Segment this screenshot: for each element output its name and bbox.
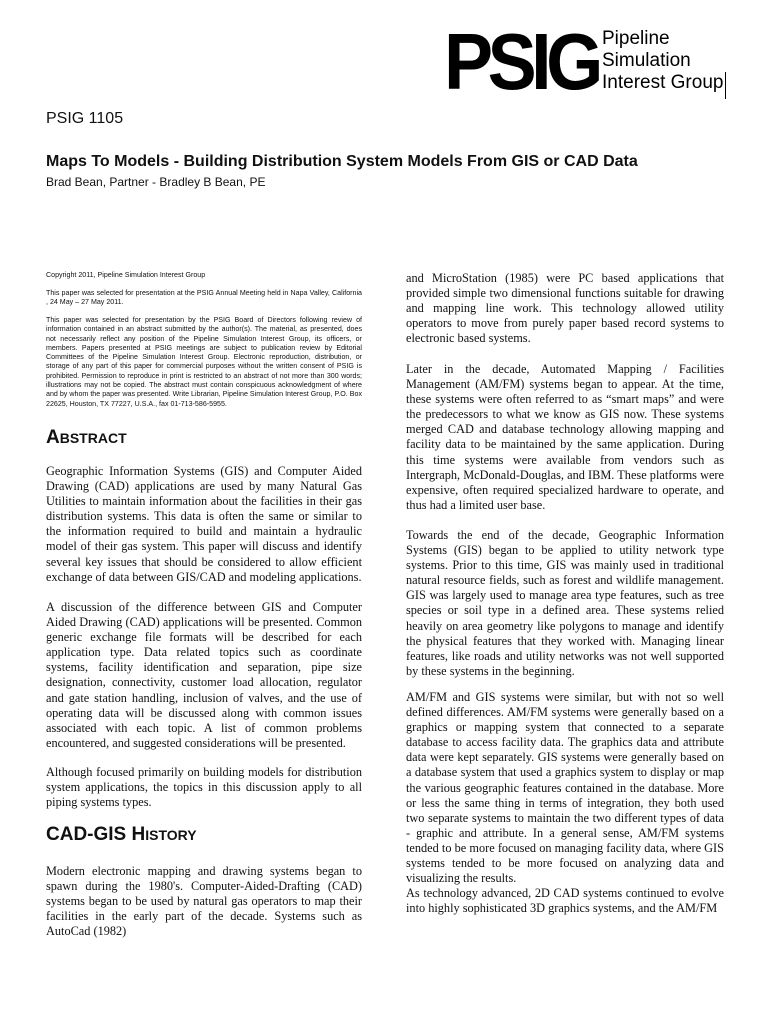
history-paragraph: Towards the end of the decade, Geographic Information Systems (GIS) began to be applied to utility network type systems. Prior to this time, GIS was mainly used in traditional natural resource fields, such as forest and wildlife management. GIS was largely used to manage area type features, such as tree species or soil type in a defined area. These systems relied heavily on area geometry like polygons to manage and identify the physical features that they worked with. Managing linear features, like roads and utility networks was not well supported by these systems in the beginning. (406, 528, 724, 678)
history-heading (46, 824, 362, 846)
copyright-notice: Copyright 2011, Pipeline Simulation Interest Group (46, 271, 206, 279)
logo-wordmark (602, 28, 723, 94)
abstract-heading-cap: A (46, 427, 60, 448)
history-paragraph: As technology advanced, 2D CAD systems continued to evolve into highly sophisticated 3D graphics systems, and the AM/FM (406, 886, 724, 916)
logo-line-1: Pipeline (602, 28, 670, 49)
history-paragraph: Modern electronic mapping and drawing systems began to spawn during the 1980's. Computer-Aided-Drafting (CAD) systems began to be used by natural gas operators to map their facilities in the early part of the decade. Systems such as AutoCad (1982) (46, 864, 362, 939)
abstract-heading (46, 427, 362, 449)
abstract-paragraph: Geographic Information Systems (GIS) and Computer Aided Drawing (CAD) applications are used by many Natural Gas Utilities to maintain information about the facilities in their gas distribution systems. This data is often the same or similar to the information required to build and maintain a hydraulic model of their gas system. This paper will discuss and identify several key issues that should be considered to allow efficient exchange of data between GIS/CAD and modeling applications. (46, 464, 362, 584)
psig-logo (444, 17, 726, 106)
presentation-notice: This paper was selected for presentation at the PSIG Annual Meeting held in Napa Valley, California , 24 May – 27 May 2011. (46, 289, 362, 307)
logo-line-3: Interest Group (602, 72, 724, 93)
logo-line-2: Simulation (602, 50, 691, 71)
logo-rule (725, 72, 726, 99)
history-heading-main: CAD-GIS H (46, 824, 146, 845)
abstract-paragraph: A discussion of the difference between GIS and Computer Aided Drawing (CAD) applications will be presented. Common generic exchange file formats will be described for each application type. Data related topics such as coordinate systems, facility identification and separation, pipe size designation, connectivity, customer load allocation, regulator and gate station handling, inclusion of valves, and the use of operating data will be discussed along with common issues associated with each topic. A list of common problems encountered, and suggested considerations will be presented. (46, 600, 362, 750)
logo-mark: PSIG (444, 17, 598, 106)
paper-authors: Brad Bean, Partner - Bradley B Bean, PE (46, 175, 266, 189)
abstract-paragraph: Although focused primarily on building models for distribution system applications, the topics in this discussion apply to all piping systems types. (46, 765, 362, 810)
paper-title: Maps To Models - Building Distribution System Models From GIS or CAD Data (46, 153, 638, 170)
selection-notice: This paper was selected for presentation by the PSIG Board of Directors following review of information contained in an abstract submitted by the author(s). The material, as presented, does not necessarily reflect any position of the Pipeline Simulation Interest Group, its officers, or members. Papers presented at PSIG meetings are subject to publication review by Editorial Committees of the Pipeline Simulation Interest Group. Electronic reproduction, distribution, or storage of any part of this paper for commercial purposes without the written consent of PSIG is prohibited. Permission to reproduce in print is restricted to an abstract of not more than 300 words; illustrations may not be copied. The abstract must contain conspicuous acknowledgment of where and by whom the paper was presented. Write Librarian, Pipeline Simulation Interest Group, P.O. Box 22625, Houston, TX 77227, U.S.A., fax 01-713-586-5955. (46, 316, 362, 408)
history-paragraph: and MicroStation (1985) were PC based applications that provided simple two dimensional functions suitable for drawing and mapping line work. This technology allowed utility operators to move from purely paper based record systems to electronic based systems. (406, 271, 724, 346)
history-paragraph: AM/FM and GIS systems were similar, but with not so well defined differences. AM/FM systems were generally based on a graphics or mapping system that connected to a separate database to access facility data. The graphics data and attribute data were kept separately. GIS systems were generally based on a database system that used a graphics system to display or map the various geographic features contained in the database. More or less the same thing in terms of integration, they both used two separate systems to maintain the two different types of data - graphic and attribute. In a general sense, AM/FM systems tended to be more focused on managing facility data, where GIS systems tended to be more focused on analyzing data and visualizing the results. (406, 690, 724, 886)
abstract-heading-rest: BSTRACT (59, 430, 127, 446)
paper-id: PSIG 1105 (46, 110, 124, 127)
history-heading-rest: ISTORY (145, 827, 197, 843)
history-paragraph: Later in the decade, Automated Mapping / Facilities Management (AM/FM) systems began to appear. At the time, these systems were often referred to as “smart maps” and were the predecessors to what we know as GIS now. These systems merged CAD and database technology allowing mapping and facility data to be maintained by the same application. During this time systems were available from vendors such as Intergraph, McDonald-Douglas, and IBM. These platforms were expensive, often required specialized hardware to operate, and thus had a limited user base. (406, 362, 724, 512)
